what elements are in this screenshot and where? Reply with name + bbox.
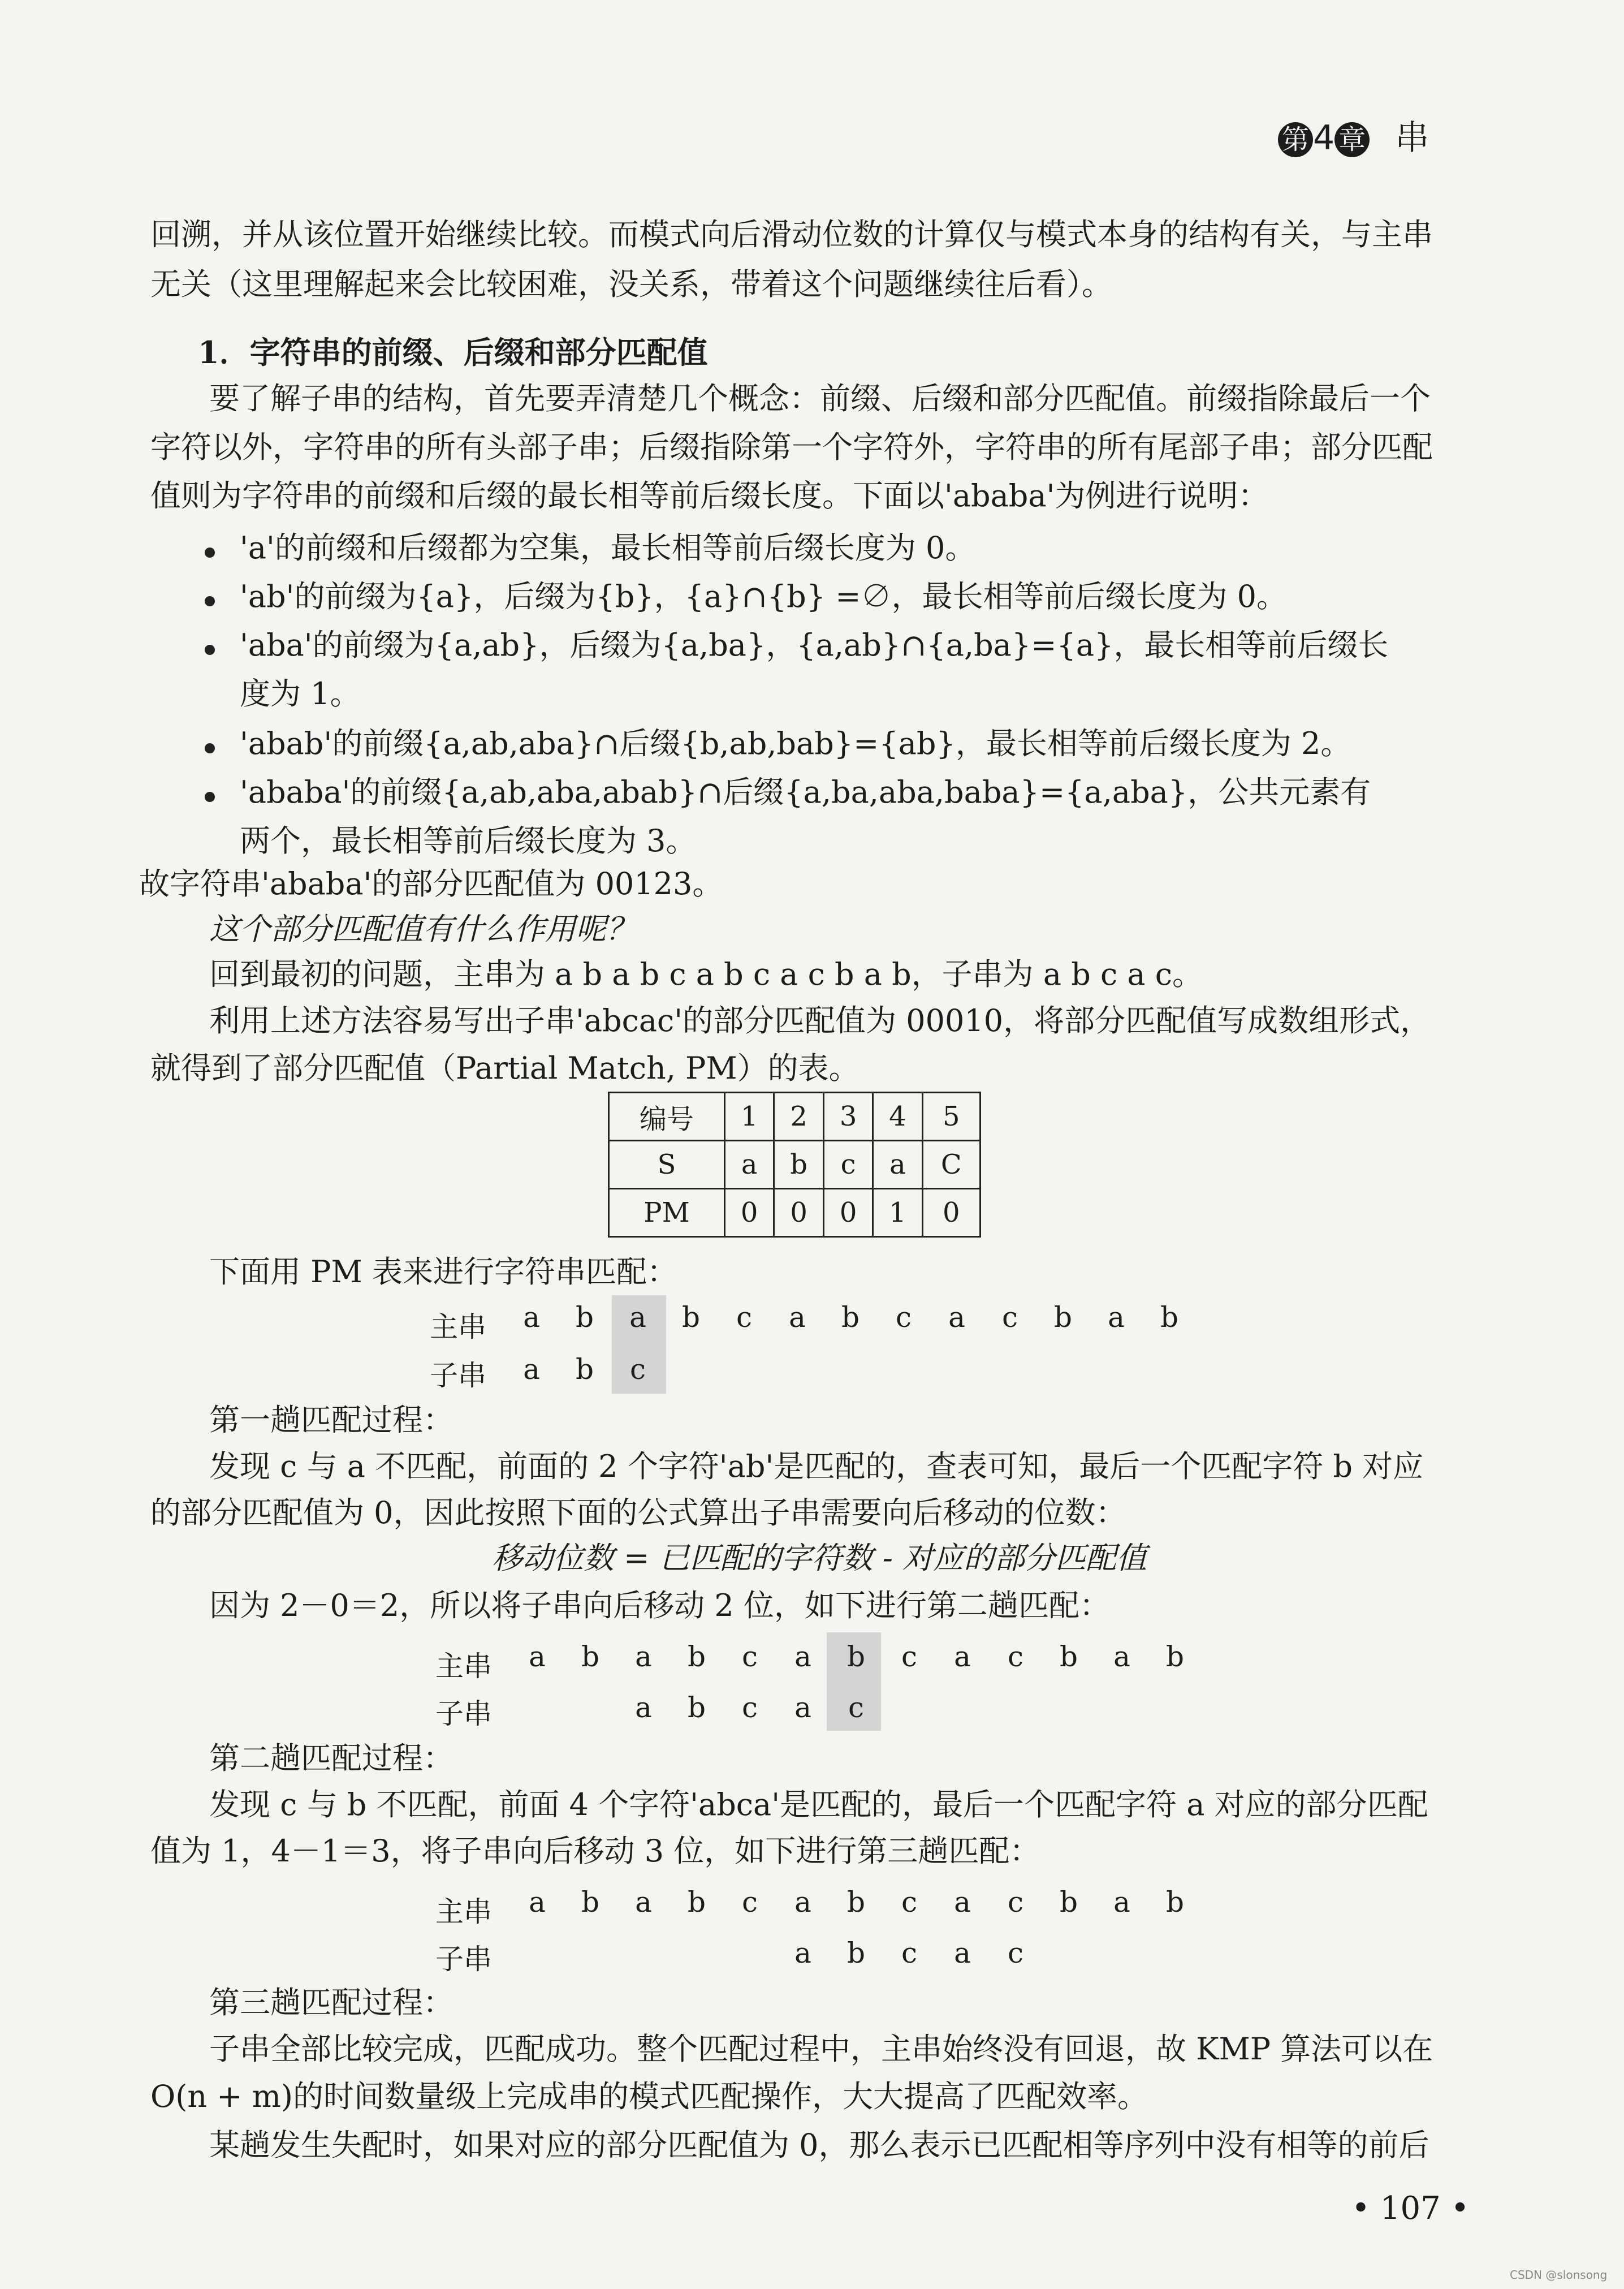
string-char: c — [1007, 1937, 1023, 1969]
table-cell: 1 — [725, 1093, 774, 1141]
string-char: b — [575, 1353, 594, 1386]
bullet-1: 'a'的前缀和后缀都为空集，最长相等前后缀长度为 0。 — [240, 530, 976, 566]
para2-line-2: 字符以外，字符串的所有头部子串；后缀指除第一个字符外，字符串的所有尾部子串；部分匹配 — [150, 429, 1433, 465]
main-string-label: 主串 — [435, 1895, 492, 1928]
trial3-text-line-1: 子串全部比较完成，匹配成功。整个匹配过程中，主串始终没有回退，故 KMP 算法可以在 — [209, 2031, 1433, 2067]
string-char: a — [529, 1886, 546, 1919]
string-char: b — [687, 1640, 706, 1673]
section-heading: 1．字符串的前缀、后缀和部分匹配值 — [198, 334, 708, 370]
main-string-label: 主串 — [430, 1311, 486, 1343]
string-char: b — [846, 1886, 865, 1919]
last-line: 某趟发生失配时，如果对应的部分匹配值为 0，那么表示已匹配相等序列中没有相等的前后 — [209, 2127, 1429, 2163]
trial1-title: 第一趟匹配过程： — [209, 1402, 453, 1438]
trial3-text-line-2: O(n + m)的时间数量级上完成串的模式匹配操作，大大提高了匹配效率。 — [150, 2079, 1148, 2114]
table-cell: a — [725, 1141, 774, 1189]
para2-line-3: 值则为字符串的前缀和后缀的最长相等前后缀长度。下面以'ababa'为例进行说明： — [150, 478, 1269, 514]
chapter-badge — [1278, 118, 1370, 158]
chapter-prefix: 第 — [1278, 122, 1313, 157]
page-number: • 107 • — [1351, 2190, 1470, 2227]
sub-string-label: 子串 — [435, 1943, 492, 1976]
string-char: a — [954, 1937, 971, 1969]
string-char: c — [741, 1640, 758, 1673]
string-char: a — [954, 1886, 971, 1919]
para1-line-2: 无关（这里理解起来会比较困难，没关系，带着这个问题继续往后看）。 — [150, 266, 1112, 302]
use-pm-text: 下面用 PM 表来进行字符串匹配： — [209, 1254, 677, 1290]
string-char: a — [635, 1640, 652, 1673]
bullet-3-line-2: 度为 1。 — [240, 676, 361, 712]
string-char: a — [635, 1886, 652, 1919]
string-char: b — [1165, 1640, 1184, 1673]
trial2-text-line-1: 发现 c 与 b 不匹配，前面 4 个字符'abca'是匹配的，最后一个匹配字符 a 对应的部分匹配 — [209, 1787, 1428, 1822]
string-char: c — [901, 1937, 917, 1969]
table-cell: 2 — [774, 1093, 824, 1141]
table-cell: 0 — [823, 1189, 873, 1237]
string-char: a — [523, 1353, 540, 1386]
bullet-dot — [205, 548, 215, 558]
formula: 移动位数 = 已匹配的字符数 - 对应的部分匹配值 — [492, 1540, 1147, 1576]
para3-line-2: 就得到了部分匹配值（Partial Match, PM）的表。 — [150, 1050, 859, 1086]
question: 这个部分匹配值有什么作用呢？ — [209, 911, 637, 947]
because-text: 因为 2－0＝2，所以将子串向后移动 2 位，如下进行第二趟匹配： — [209, 1588, 1110, 1623]
chapter-header — [1278, 111, 1429, 160]
string-char: b — [581, 1886, 599, 1919]
main-string-label: 主串 — [435, 1650, 492, 1683]
string-char: b — [681, 1301, 700, 1334]
string-char: a — [635, 1691, 652, 1724]
bullet-dot — [205, 743, 215, 753]
string-char: c — [741, 1691, 758, 1724]
string-char: b — [1059, 1886, 1078, 1919]
para1-line-1: 回溯，并从该位置开始继续比较。而模式向后滑动位数的计算仅与模式本身的结构有关，与主串 — [150, 217, 1433, 252]
string-char: a — [1113, 1886, 1130, 1919]
chapter-suffix: 章 — [1334, 122, 1370, 157]
string-char: c — [1007, 1886, 1023, 1919]
string-char: a — [1113, 1640, 1130, 1673]
bullet-5-line-1: 'ababa'的前缀{a,ab,aba,abab}∩后缀{a,ba,aba,baba}={a,aba}，公共元素有 — [240, 774, 1371, 810]
bullet-dot — [205, 596, 215, 606]
bullet-2: 'ab'的前缀为{a}，后缀为{b}，{a}∩{b} =∅，最长相等前后缀长度为 0。 — [240, 579, 1288, 614]
back-to-problem: 回到最初的问题，主串为 a b a b c a b c a c b a b，子串为 a b c a c。 — [209, 956, 1203, 992]
table-cell: a — [873, 1141, 922, 1189]
string-char: b — [581, 1640, 599, 1673]
string-char: b — [687, 1886, 706, 1919]
table-cell: 0 — [922, 1189, 980, 1237]
table-cell: C — [922, 1141, 980, 1189]
string-char: b — [1059, 1640, 1078, 1673]
table-cell: PM — [609, 1189, 725, 1237]
table-cell: 1 — [873, 1189, 922, 1237]
string-char: c — [848, 1691, 864, 1724]
string-char: b — [1165, 1886, 1184, 1919]
table-cell: c — [823, 1141, 873, 1189]
string-char: a — [794, 1937, 811, 1969]
pm-table — [608, 1092, 981, 1238]
table-cell: S — [609, 1141, 725, 1189]
string-char: b — [687, 1691, 706, 1724]
string-char: c — [629, 1353, 646, 1386]
string-char: c — [736, 1301, 752, 1334]
chapter-number: 4 — [1313, 118, 1335, 158]
string-char: c — [901, 1886, 917, 1919]
conclusion: 故字符串'ababa'的部分匹配值为 00123。 — [139, 866, 723, 902]
string-char: b — [846, 1937, 865, 1969]
table-cell: 0 — [725, 1189, 774, 1237]
string-char: c — [741, 1886, 758, 1919]
string-char: a — [954, 1640, 971, 1673]
string-char: c — [895, 1301, 912, 1334]
string-char: b — [846, 1640, 865, 1673]
para3-line-1: 利用上述方法容易写出子串'abcac'的部分匹配值为 00010，将部分匹配值写成数组形式， — [209, 1003, 1431, 1038]
bullet-5-line-2: 两个，最长相等前后缀长度为 3。 — [240, 823, 697, 859]
string-char: c — [1001, 1301, 1018, 1334]
table-row — [609, 1189, 981, 1237]
table-cell: 3 — [823, 1093, 873, 1141]
string-char: b — [1160, 1301, 1178, 1334]
sub-string-label: 子串 — [435, 1697, 492, 1730]
watermark: CSDN @slonsong — [1510, 2268, 1608, 2282]
bullet-3-line-1: 'aba'的前缀为{a,ab}，后缀为{a,ba}，{a,ab}∩{a,ba}={a}，最长相等前后缀长 — [240, 627, 1389, 663]
string-char: b — [841, 1301, 859, 1334]
table-row — [609, 1141, 981, 1189]
table-cell: 5 — [922, 1093, 980, 1141]
string-char: a — [794, 1886, 811, 1919]
string-char: c — [1007, 1640, 1023, 1673]
table-cell: 4 — [873, 1093, 922, 1141]
table-cell: 编号 — [609, 1093, 725, 1141]
string-char: a — [529, 1640, 546, 1673]
string-char: b — [575, 1301, 594, 1334]
string-char: a — [629, 1301, 646, 1334]
string-char: a — [523, 1301, 540, 1334]
trial2-text-line-2: 值为 1，4－1＝3，将子串向后移动 3 位，如下进行第三趟匹配： — [150, 1833, 1040, 1869]
bullet-4: 'abab'的前缀{a,ab,aba}∩后缀{b,ab,bab}={ab}，最长相等前后缀长度为 2。 — [240, 726, 1351, 761]
table-cell: 0 — [774, 1189, 824, 1237]
string-char: a — [794, 1640, 811, 1673]
trial3-title: 第三趟匹配过程： — [209, 1985, 453, 2020]
string-char: c — [901, 1640, 917, 1673]
chapter-title: 串 — [1395, 118, 1429, 158]
table-row — [609, 1093, 981, 1141]
para2-line-1: 要了解子串的结构，首先要弄清楚几个概念：前缀、后缀和部分匹配值。前缀指除最后一个 — [209, 381, 1431, 416]
string-char: a — [1108, 1301, 1125, 1334]
trial1-text-line-1: 发现 c 与 a 不匹配，前面的 2 个字符'ab'是匹配的，查表可知，最后一个匹配字符 b 对应 — [209, 1449, 1424, 1484]
bullet-dot — [205, 792, 215, 802]
table-cell: b — [774, 1141, 824, 1189]
string-char: a — [789, 1301, 806, 1334]
trial2-title: 第二趟匹配过程： — [209, 1740, 453, 1776]
trial1-text-line-2: 的部分匹配值为 0，因此按照下面的公式算出子串需要向后移动的位数： — [150, 1495, 1126, 1531]
sub-string-label: 子串 — [430, 1359, 486, 1392]
string-char: b — [1053, 1301, 1072, 1334]
string-char: a — [948, 1301, 965, 1334]
bullet-dot — [205, 645, 215, 655]
string-char: a — [794, 1691, 811, 1724]
